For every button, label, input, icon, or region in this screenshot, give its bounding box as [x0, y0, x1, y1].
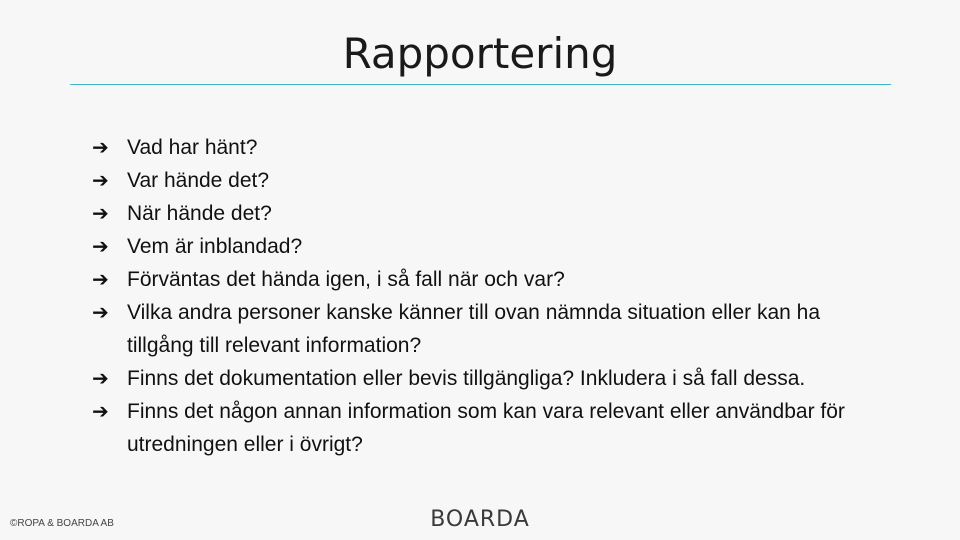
bullet-item — [92, 263, 872, 296]
bullet-item — [92, 362, 872, 395]
bullet-text: Vilka andra personer kanske känner till ovan nämnda situation eller kan ha tillgång till relevant information? — [127, 301, 821, 357]
bullet-item — [92, 164, 872, 197]
bullet-text: Vem är inblandad? — [127, 235, 303, 258]
bullet-item — [92, 296, 872, 362]
bullet-text: Var hände det? — [127, 169, 270, 192]
arrow-right-icon: ➔ — [92, 300, 109, 324]
bullet-item — [92, 230, 872, 263]
bullet-text: Vad har hänt? — [127, 136, 258, 159]
arrow-right-icon: ➔ — [92, 201, 109, 225]
bullet-item — [92, 131, 872, 164]
bullet-item — [92, 395, 872, 461]
bullet-text: Förväntas det hända igen, i så fall när och var? — [127, 268, 565, 291]
arrow-right-icon: ➔ — [92, 234, 109, 258]
bullet-text: När hände det? — [127, 202, 272, 225]
footer-copyright: ©ROPA & BOARDA AB — [10, 518, 114, 529]
bullet-list — [92, 131, 872, 461]
arrow-right-icon: ➔ — [92, 399, 109, 423]
slide-title: Rapportering — [342, 29, 618, 78]
arrow-right-icon: ➔ — [92, 168, 109, 192]
boarda-logo: BOARDA — [430, 507, 530, 532]
arrow-right-icon: ➔ — [92, 135, 109, 159]
bullet-item — [92, 197, 872, 230]
arrow-right-icon: ➔ — [92, 267, 109, 291]
bullet-text: Finns det dokumentation eller bevis tillgängliga? Inkludera i så fall dessa. — [127, 367, 806, 390]
title-divider — [70, 84, 891, 85]
bullet-text: Finns det någon annan information som kan vara relevant eller användbar för utredningen eller i övrigt? — [127, 400, 845, 456]
arrow-right-icon: ➔ — [92, 366, 109, 390]
